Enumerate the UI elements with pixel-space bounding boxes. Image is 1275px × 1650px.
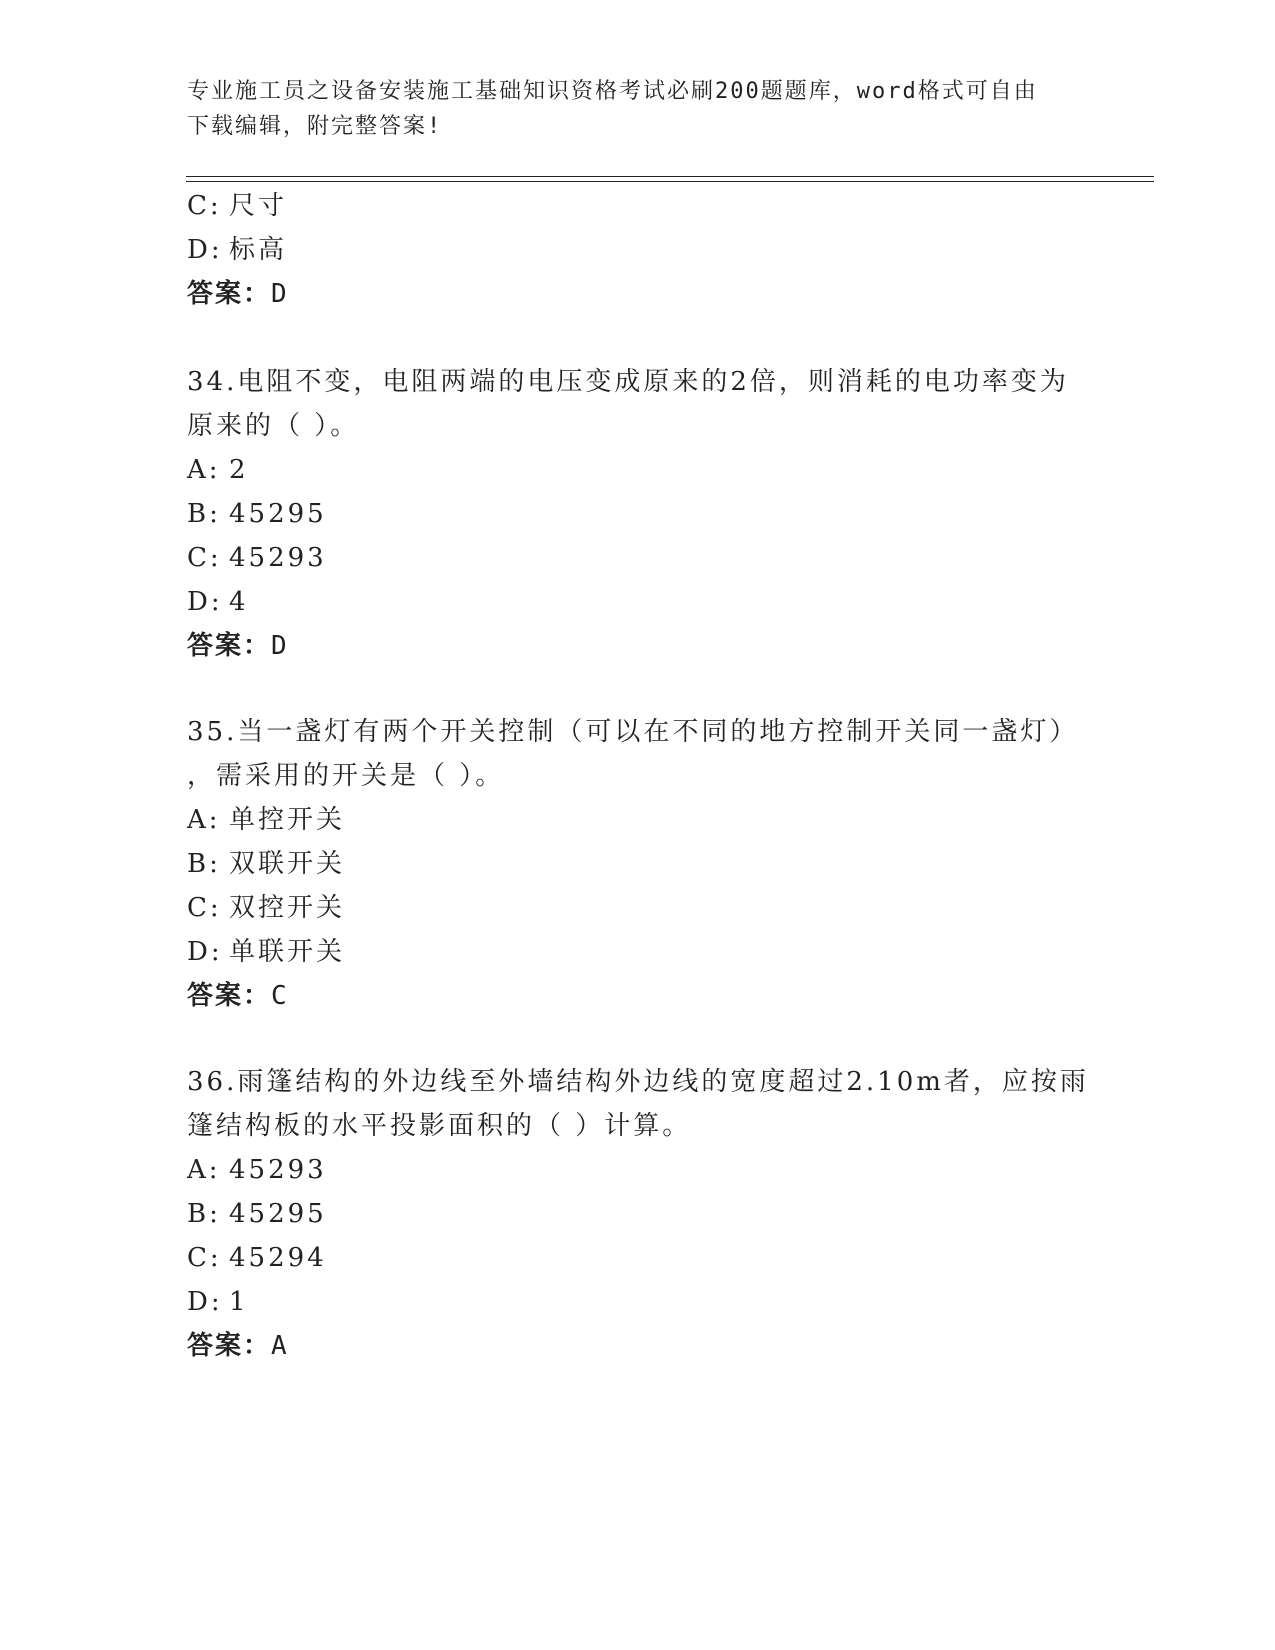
option-label: A: xyxy=(187,455,221,485)
question-34-option-a xyxy=(187,454,249,486)
question-35-option-a xyxy=(187,804,345,836)
header-title-line-2: 下载编辑，附完整答案! xyxy=(187,114,443,139)
option-text: 45295 xyxy=(229,1199,327,1229)
question-35-stem-line-1: 35.当一盏灯有两个开关控制（可以在不同的地方控制开关同一盏灯） xyxy=(187,717,1079,747)
question-35-stem-line-2: ，需采用的开关是（ ）。 xyxy=(187,761,505,791)
answer-label: 答案： xyxy=(187,981,272,1011)
option-label: C: xyxy=(187,543,222,573)
question-36-stem-line-1: 36.雨篷结构的外边线至外墙结构外边线的宽度超过2.10m者，应按雨 xyxy=(187,1067,1089,1097)
option-text: 45294 xyxy=(229,1243,327,1273)
header-rule-top xyxy=(186,176,1154,177)
option-text: 单控开关 xyxy=(229,805,346,835)
option-label: A: xyxy=(187,805,221,835)
question-34-option-b xyxy=(187,498,327,530)
option-text: 双联开关 xyxy=(229,849,346,879)
option-text: 4 xyxy=(229,587,249,617)
question-34-answer xyxy=(187,630,289,662)
option-text: 双控开关 xyxy=(229,893,346,923)
question-36-option-c xyxy=(187,1242,327,1274)
prev-answer xyxy=(187,278,289,310)
question-36-stem-line-2: 篷结构板的水平投影面积的（ ）计算。 xyxy=(187,1111,692,1141)
option-label: C: xyxy=(187,191,222,221)
option-label: D: xyxy=(187,937,223,967)
header-title-line-1: 专业施工员之设备安装施工基础知识资格考试必刷200题题库，word格式可自由 xyxy=(187,79,1038,104)
option-label: C: xyxy=(187,1243,222,1273)
page-header xyxy=(187,74,1067,144)
option-text: 45295 xyxy=(229,499,327,529)
question-36-option-d xyxy=(187,1286,249,1318)
option-text: 单联开关 xyxy=(229,937,346,967)
question-34-stem-line-2: 原来的（ ）。 xyxy=(187,411,360,441)
option-label: A: xyxy=(187,1155,221,1185)
question-34-stem-line-1: 34.电阻不变，电阻两端的电压变成原来的2倍，则消耗的电功率变为 xyxy=(187,367,1069,397)
option-text: 2 xyxy=(229,455,249,485)
question-35-answer xyxy=(187,980,289,1012)
question-34-option-d xyxy=(187,586,249,618)
option-label: B: xyxy=(187,849,221,879)
question-35-option-c xyxy=(187,892,345,924)
prev-option-d xyxy=(187,234,287,266)
answer-value: D xyxy=(271,631,289,661)
option-label: B: xyxy=(187,499,221,529)
option-text: 1 xyxy=(229,1287,249,1317)
option-text: 45293 xyxy=(229,1155,327,1185)
option-text: 45293 xyxy=(229,543,327,573)
answer-value: D xyxy=(271,279,289,309)
option-label: D: xyxy=(187,235,223,265)
answer-label: 答案： xyxy=(187,631,272,661)
header-rule-bottom xyxy=(186,181,1154,182)
answer-value: A xyxy=(271,1331,289,1361)
answer-label: 答案： xyxy=(187,279,272,309)
question-36-option-b xyxy=(187,1198,327,1230)
question-35-option-d xyxy=(187,936,345,968)
option-label: C: xyxy=(187,893,222,923)
option-label: D: xyxy=(187,587,223,617)
question-34-option-c xyxy=(187,542,327,574)
answer-label: 答案： xyxy=(187,1331,272,1361)
option-text: 尺寸 xyxy=(229,191,288,221)
question-36-answer xyxy=(187,1330,289,1362)
prev-option-c xyxy=(187,190,287,222)
answer-value: C xyxy=(271,981,289,1011)
option-label: D: xyxy=(187,1287,223,1317)
option-text: 标高 xyxy=(229,235,288,265)
question-35-option-b xyxy=(187,848,345,880)
option-label: B: xyxy=(187,1199,221,1229)
question-36-option-a xyxy=(187,1154,327,1186)
